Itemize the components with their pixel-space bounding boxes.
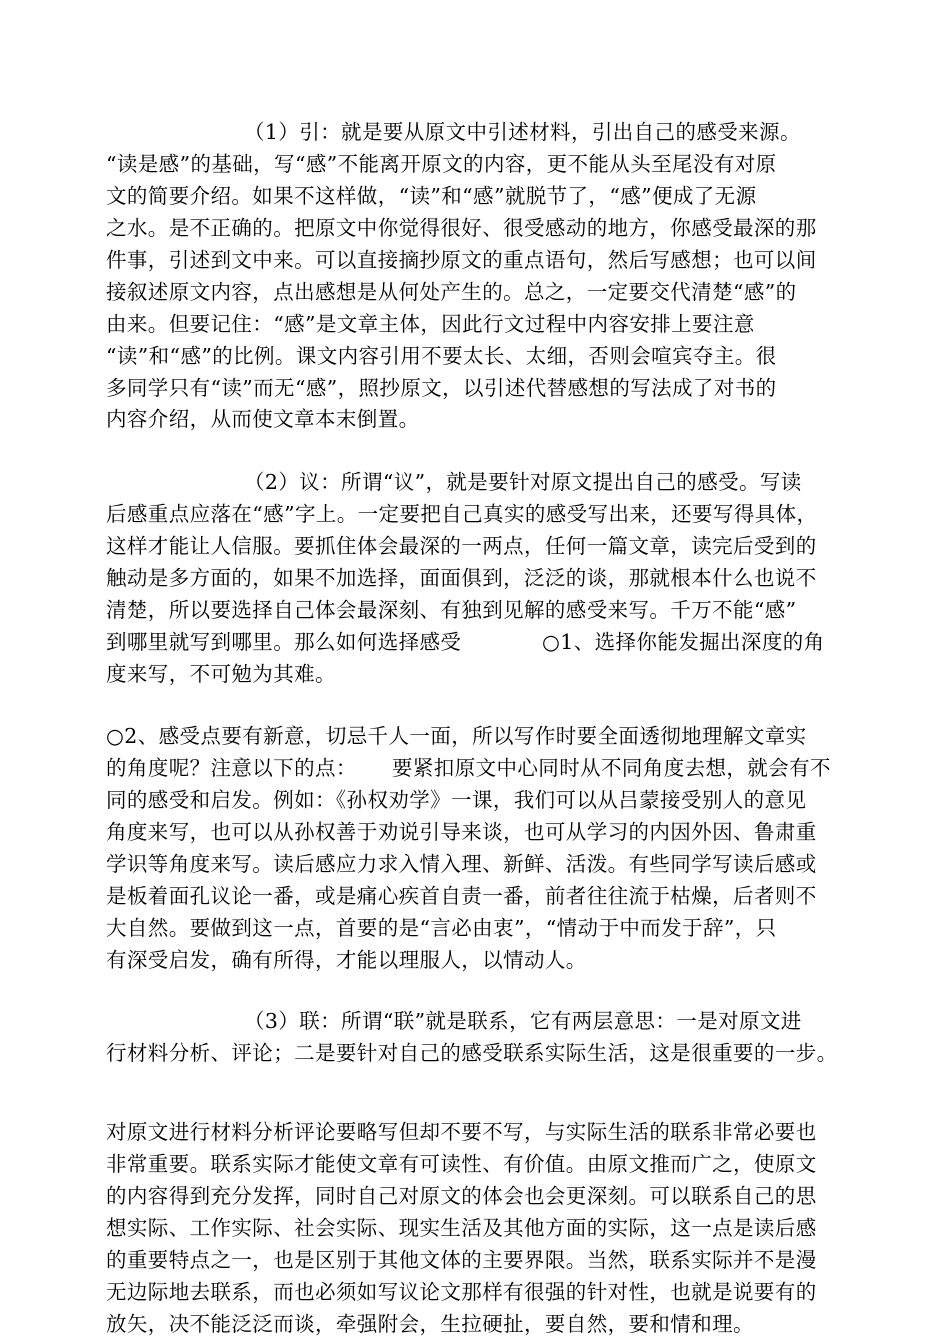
text-line: （2）议：所谓“议”，就是要针对原文提出自己的感受。写读	[244, 470, 802, 494]
text-line: 接叙述原文内容，点出感想是从何处产生的。总之，一定要交代清楚“感”的	[106, 280, 797, 304]
text-line: 由来。但要记住：“感”是文章主体，因此行文过程中内容安排上要注意	[106, 312, 755, 336]
text-line: 行材料分析、评论；二是要针对自己的感受联系实际生活，这是很重要的一步。	[106, 1041, 838, 1065]
text-line: 清楚，所以要选择自己体会最深刻、有独到见解的感受来写。千万不能“感”	[106, 598, 797, 622]
text-line: 同的感受和启发。例如：《孙权劝学》一课，我们可以从吕蒙接受别人的意见	[106, 788, 807, 812]
text-line: 的重要特点之一，也是区别于其他文体的主要界限。当然，联系实际并不是漫	[106, 1248, 817, 1272]
text-line: 到哪里就写到哪里。那么如何选择感受	[106, 630, 462, 654]
text-line: 非常重要。联系实际才能使文章有可读性、有价值。由原文推而广之，使原文	[106, 1152, 817, 1176]
text-line: 这样才能让人信服。要抓住体会最深的一两点，任何一篇文章，读完后受到的	[106, 534, 817, 558]
text-line: 要紧扣原文中心同时从不同角度去想，就会有不	[392, 756, 831, 780]
text-line: 学识等角度来写。读后感应力求入情入理、新鲜、活泼。有些同学写读后感或	[106, 852, 817, 876]
text-line: 多同学只有“读”而无“感”，照抄原文，以引述代替感想的写法成了对书的	[106, 376, 777, 400]
text-line: 是板着面孔议论一番，或是痛心疾首自责一番，前者往往流于枯燥，后者则不	[106, 884, 817, 908]
text-line: 角度来写，也可以从孙权善于劝说引导来谈，也可从学习的内因外因、鲁肃重	[106, 820, 817, 844]
text-line: 想实际、工作实际、社会实际、现实生活及其他方面的实际，这一点是读后感	[106, 1216, 817, 1240]
text-line: 的角度呢？注意以下的点：	[106, 756, 357, 780]
text-line: （3）联：所谓“联”就是联系，它有两层意思：一是对原文进	[244, 1009, 802, 1033]
text-line: 放矢，决不能泛泛而谈，牵强附会，生拉硬扯，要自然，要和情和理。	[106, 1312, 754, 1336]
text-line: ○2、感受点要有新意，切忌千人一面，所以写作时要全面透彻地理解文章实	[106, 724, 807, 748]
text-line: 度来写，不可勉为其难。	[106, 662, 336, 686]
text-line: 之水。是不正确的。把原文中你觉得很好、很受感动的地方，你感受最深的那	[106, 216, 817, 240]
text-line: 有深受启发，确有所得，才能以理服人，以情动人。	[106, 948, 587, 972]
text-line: ○1、选择你能发掘出深度的角	[542, 630, 825, 654]
text-line: 文的简要介绍。如果不这样做，“读”和“感”就脱节了，“感”便成了无源	[106, 184, 757, 208]
text-line: 内容介绍，从而使文章本末倒置。	[106, 407, 420, 431]
text-line: 的内容得到充分发挥，同时自己对原文的体会也会更深刻。可以联系自己的思	[106, 1184, 817, 1208]
text-line: 触动是多方面的，如果不加选择，面面俱到，泛泛的谈，那就根本什么也说不	[106, 566, 817, 590]
text-line: 后感重点应落在“感”字上。一定要把自己真实的感受写出来，还要写得具体，	[106, 502, 818, 526]
text-line: “读”和“感”的比例。课文内容引用不要太长、太细，否则会喧宾夺主。很	[106, 344, 777, 368]
text-line: （1）引：就是要从原文中引述材料，引出自己的感受来源。	[244, 120, 801, 144]
text-line: 大自然。要做到这一点，首要的是“言必由衷”，“情动于中而发于辞”，只	[106, 916, 777, 940]
text-line: “读是感”的基础，写“感”不能离开原文的内容，更不能从头至尾没有对原	[106, 152, 777, 176]
text-line: 件事，引述到文中来。可以直接摘抄原文的重点语句，然后写感想；也可以间	[106, 248, 817, 272]
text-line: 无边际地去联系，而也必须如写议论文那样有很强的针对性，也就是说要有的	[106, 1280, 817, 1304]
text-line: 对原文进行材料分析评论要略写但却不要不写，与实际生活的联系非常必要也	[106, 1120, 817, 1144]
